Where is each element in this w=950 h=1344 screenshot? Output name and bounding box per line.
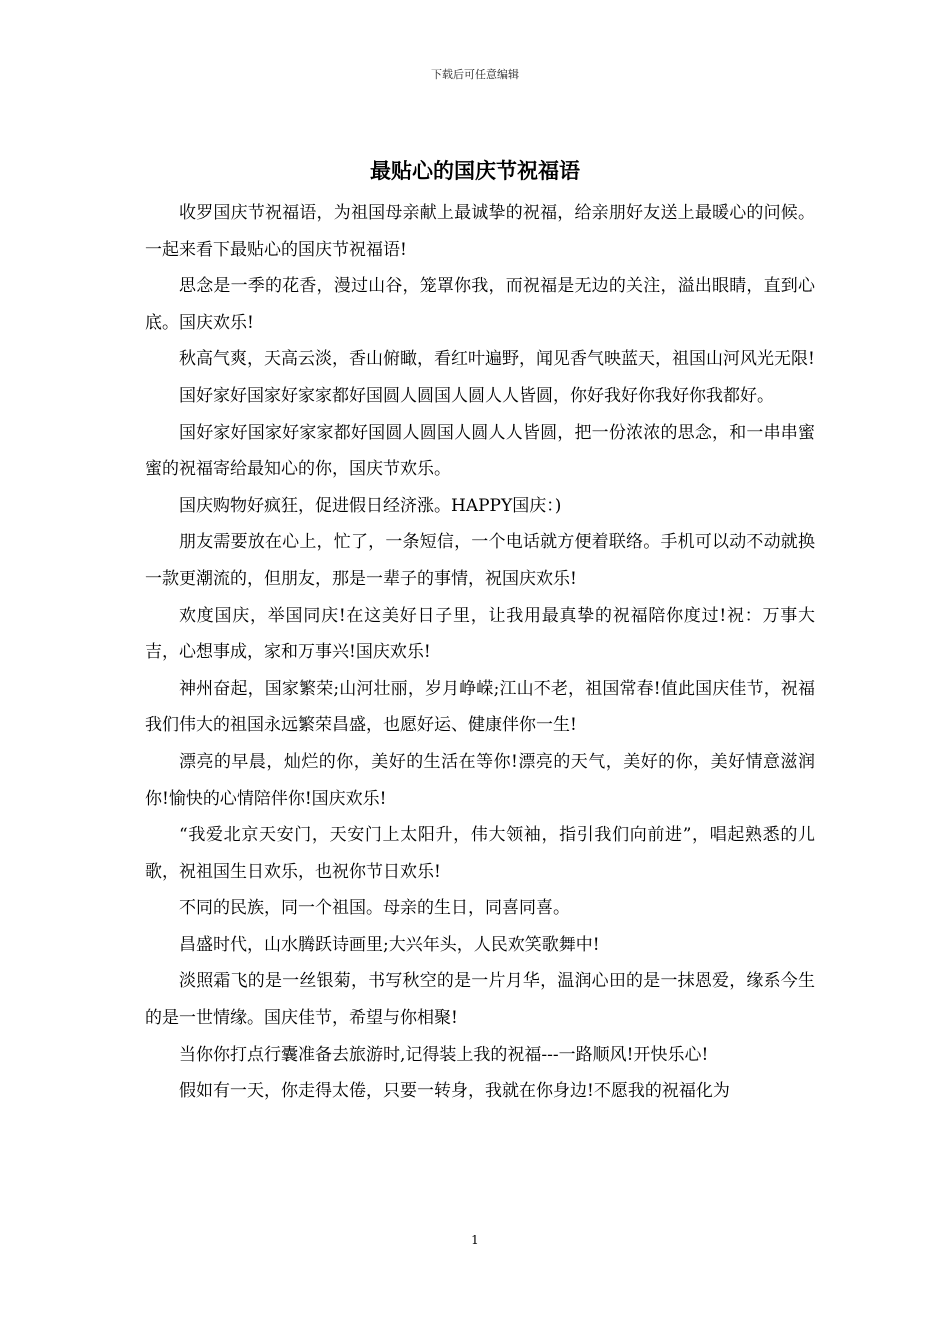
paragraph: 神州奋起，国家繁荣;山河壮丽，岁月峥嵘;江山不老，祖国常春!值此国庆佳节，祝福我们伟大的祖国永远繁荣昌盛，也愿好运、健康伴你一生! bbox=[145, 678, 815, 736]
paragraph: 国好家好国家好家家都好国圆人圆国人圆人人皆圆，把一份浓浓的思念，和一串串蜜蜜的祝福寄给最知心的你，国庆节欢乐。 bbox=[145, 422, 815, 480]
paragraph: 淡照霜飞的是一丝银菊，书写秋空的是一片月华，温润心田的是一抹恩爱，缘系今生的是一世情缘。国庆佳节，希望与你相聚! bbox=[145, 971, 815, 1029]
paragraph: “我爱北京天安门，天安门上太阳升，伟大领袖，指引我们向前进”，唱起熟悉的儿歌，祝祖国生日欢乐，也祝你节日欢乐! bbox=[145, 825, 815, 882]
paragraph: 国庆购物好疯狂，促进假日经济涨。HAPPY国庆：) bbox=[179, 495, 562, 516]
header-note: 下载后可任意编辑 bbox=[431, 68, 519, 81]
page-number: 1 bbox=[471, 1233, 479, 1247]
paragraph: 秋高气爽，天高云淡，香山俯瞰，看红叶遍野，闻见香气映蓝天，祖国山河风光无限! bbox=[179, 349, 815, 370]
paragraph: 不同的民族，同一个祖国。母亲的生日，同喜同喜。 bbox=[179, 898, 570, 919]
paragraph: 欢度国庆，举国同庆!在这美好日子里，让我用最真挚的祝福陪你度过!祝：万事大吉，心想事成，家和万事兴!国庆欢乐! bbox=[145, 605, 815, 663]
paragraph: 朋友需要放在心上，忙了，一条短信，一个电话就方便着联络。手机可以动不动就换一款更潮流的，但朋友，那是一辈子的事情，祝国庆欢乐! bbox=[145, 532, 815, 589]
document-title: 最贴心的国庆节祝福语 bbox=[370, 158, 580, 183]
paragraph: 昌盛时代，山水腾跃诗画里;大兴年头，人民欢笑歌舞中! bbox=[179, 934, 600, 955]
document-body bbox=[145, 195, 815, 1110]
paragraph: 思念是一季的花香，漫过山谷，笼罩你我，而祝福是无边的关注，溢出眼睛，直到心底。国庆欢乐! bbox=[145, 276, 815, 333]
paragraph: 漂亮的早晨，灿烂的你，美好的生活在等你!漂亮的天气，美好的你，美好情意滋润你!愉快的心情陪伴你!国庆欢乐! bbox=[145, 751, 815, 809]
paragraph: 当你你打点行囊准备去旅游时,记得装上我的祝福---一路顺风!开快乐心! bbox=[179, 1044, 709, 1065]
paragraph: 假如有一天，你走得太倦，只要一转身，我就在你身边!不愿我的祝福化为 bbox=[179, 1081, 730, 1102]
paragraph: 国好家好国家好家家都好国圆人圆国人圆人人皆圆，你好我好你我好你我都好。 bbox=[179, 385, 774, 406]
paragraph: 收罗国庆节祝福语，为祖国母亲献上最诚挚的祝福，给亲朋好友送上最暖心的问候。一起来看下最贴心的国庆节祝福语! bbox=[145, 203, 815, 260]
